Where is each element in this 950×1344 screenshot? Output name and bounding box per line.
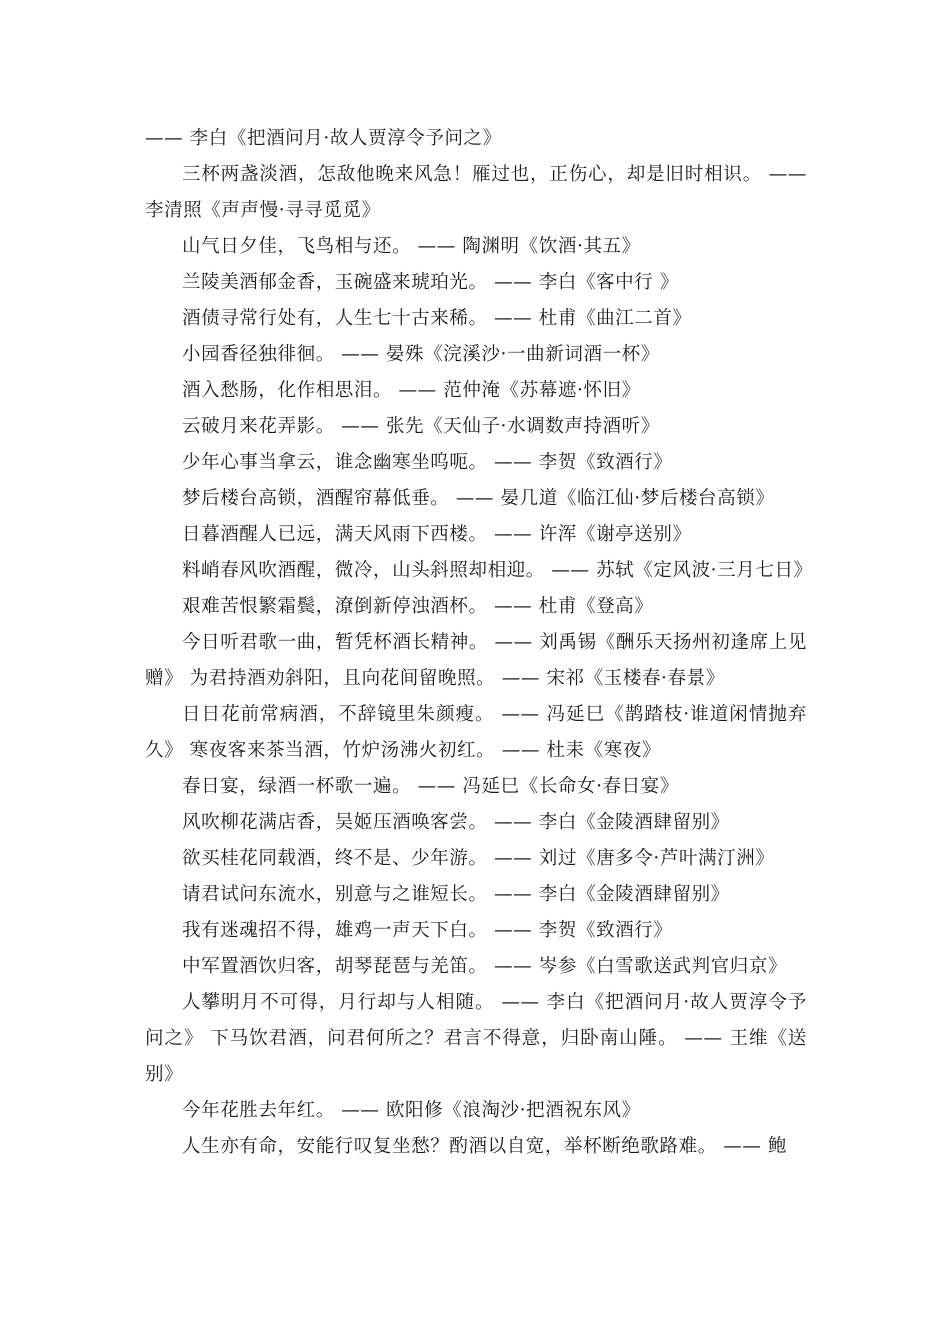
paragraph: 人攀明月不可得，月行却与人相随。 —— 李白《把酒问月·故人贾淳令予问之》 下马饮君酒，问君何所之？君言不得意，归卧南山陲。 —— 王维《送别》 <box>145 992 807 1085</box>
paragraph: 小园香径独徘徊。 —— 晏殊《浣溪沙·一曲新词酒一杯》 <box>182 344 660 365</box>
paragraph: 我有迷魂招不得，雄鸡一声天下白。 —— 李贺《致酒行》 <box>182 920 673 941</box>
document-body <box>145 121 813 1165</box>
paragraph: 今日听君歌一曲，暂凭杯酒长精神。 —— 刘禹锡《酬乐天扬州初逢席上见赠》 为君持酒劝斜阳，且向花间留晚照。 —— 宋祁《玉楼春·春景》 <box>145 632 807 689</box>
paragraph: 兰陵美酒郁金香，玉碗盛来琥珀光。 —— 李白《客中行 》 <box>182 272 679 293</box>
paragraph: 人生亦有命，安能行叹复坐愁？酌酒以自宽，举杯断绝歌路难。 —— 鲍 <box>182 1136 788 1157</box>
paragraph: 三杯两盏淡酒，怎敌他晚来风急！雁过也，正伤心，却是旧时相识。 —— 李清照《声声慢·寻寻觅觅》 <box>145 164 807 221</box>
paragraph: 料峭春风吹酒醒，微冷，山头斜照却相迎。 —— 苏轼《定风波·三月七日》 <box>182 560 813 581</box>
paragraph: 艰难苦恨繁霜鬓，潦倒新停浊酒杯。 —— 杜甫《登高》 <box>182 596 654 617</box>
paragraph: 山气日夕佳，飞鸟相与还。 —— 陶渊明《饮酒·其五》 <box>182 236 641 257</box>
paragraph: 中军置酒饮归客，胡琴琵琶与羌笛。 —— 岑参《白雪歌送武判官归京》 <box>182 956 788 977</box>
paragraph: —— 李白《把酒问月·故人贾淳令予问之》 <box>145 128 502 149</box>
paragraph: 春日宴，绿酒一杯歌一遍。 —— 冯延巳《长命女·春日宴》 <box>182 776 679 797</box>
paragraph: 今年花胜去年红。 —— 欧阳修《浪淘沙·把酒祝东风》 <box>182 1100 641 1121</box>
paragraph: 日日花前常病酒，不辞镜里朱颜瘦。 —— 冯延巳《鹊踏枝·谁道闲情抛弃久》 寒夜客来茶当酒，竹炉汤沸火初红。 —— 杜耒《寒夜》 <box>145 704 807 761</box>
paragraph: 云破月来花弄影。 —— 张先《天仙子·水调数声持酒听》 <box>182 416 660 437</box>
paragraph: 酒入愁肠，化作相思泪。 —— 范仲淹《苏幕遮·怀旧》 <box>182 380 641 401</box>
paragraph: 风吹柳花满店香，吴姬压酒唤客尝。 —— 李白《金陵酒肆留别》 <box>182 812 730 833</box>
paragraph: 少年心事当拿云，谁念幽寒坐呜呃。 —— 李贺《致酒行》 <box>182 452 673 473</box>
paragraph: 梦后楼台高锁，酒醒帘幕低垂。 —— 晏几道《临江仙·梦后楼台高锁》 <box>182 488 775 509</box>
paragraph: 酒债寻常行处有，人生七十古来稀。 —— 杜甫《曲江二首》 <box>182 308 692 329</box>
paragraph: 请君试问东流水，别意与之谁短长。 —— 李白《金陵酒肆留别》 <box>182 884 730 905</box>
paragraph: 欲买桂花同载酒，终不是、少年游。 —— 刘过《唐多令·芦叶满汀洲》 <box>182 848 775 869</box>
paragraph: 日暮酒醒人已远，满天风雨下西楼。 —— 许浑《谢亭送别》 <box>182 524 692 545</box>
